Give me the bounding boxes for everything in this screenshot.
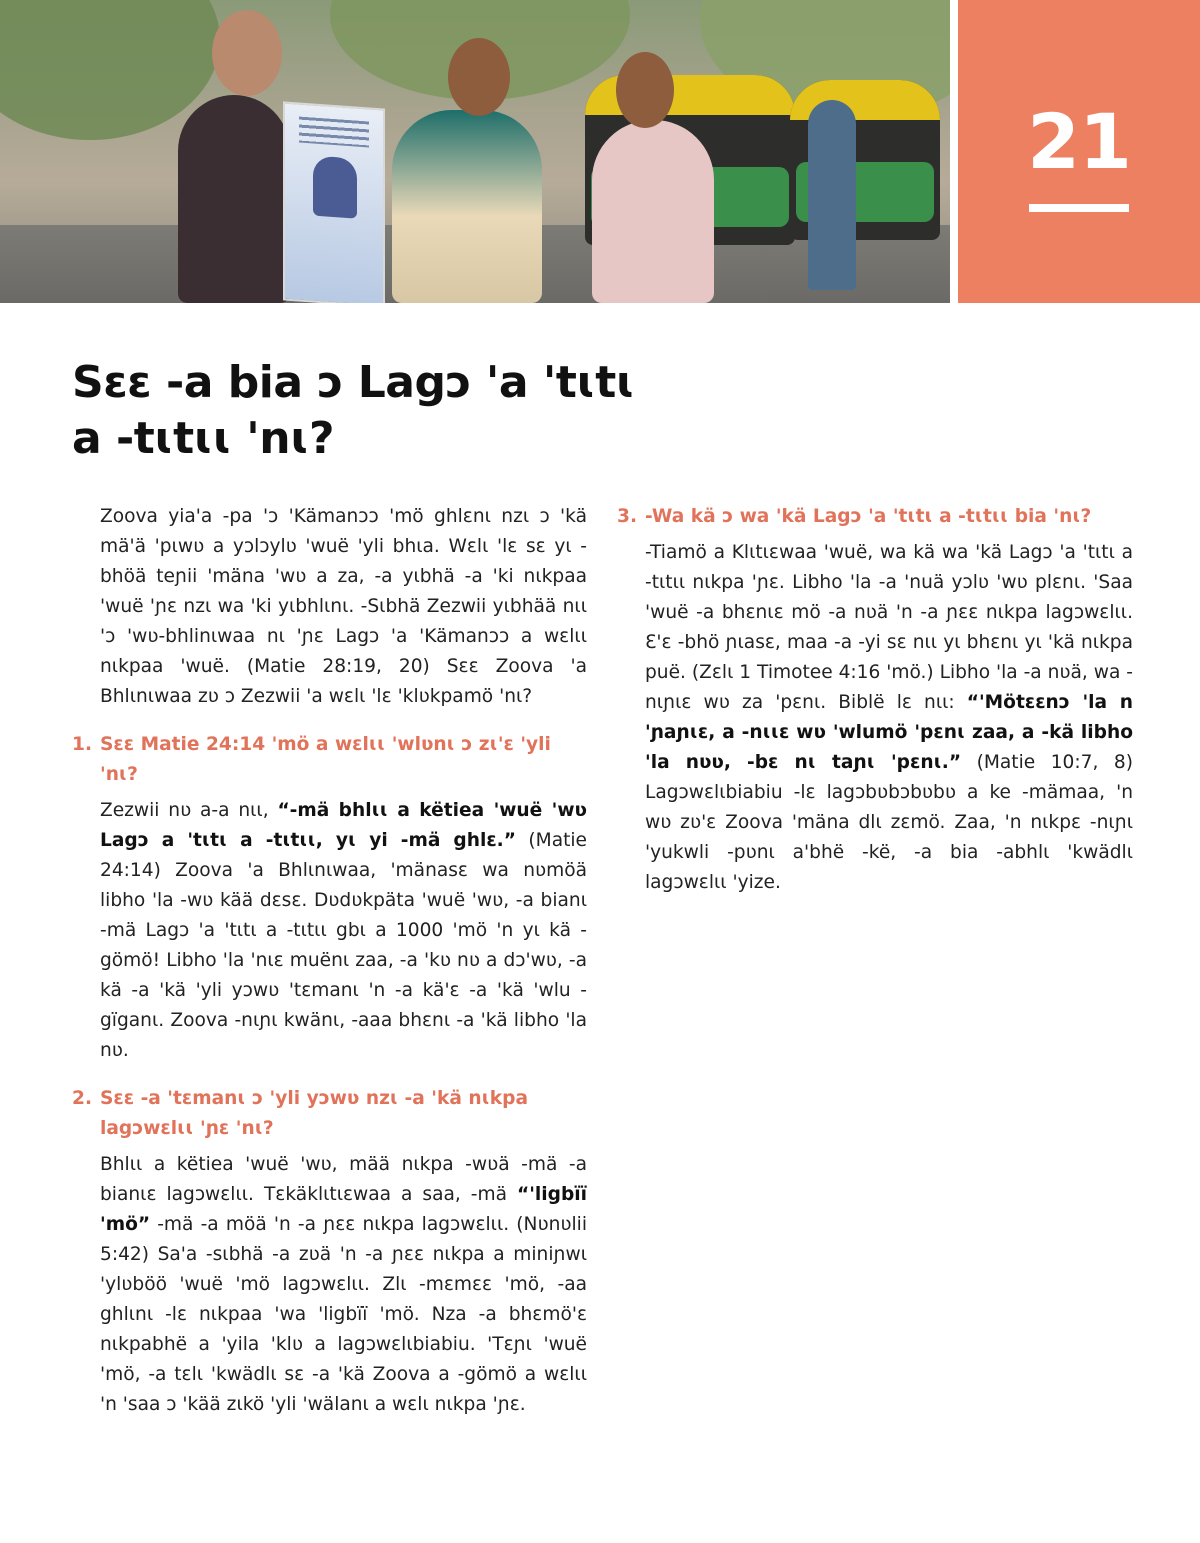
question-number: 2.	[72, 1088, 93, 1109]
answer-text: -mä -a möä 'n -a ɲɛɛ nɩkpa lagɔwɛlɩɩ. (Nʋnʋlii 5:42) Sa'a -sɩbhä -a zʋä 'n -a ɲɛɛ nɩkpa a miniɲwɩ 'ylʋböö 'wuë 'mö lagɔwɛlɩɩ. Zlɩ -mɛmɛɛ 'mö, -aa ghlɩnɩ -lɛ nɩkpaa 'wa 'ligbïï 'mö. Nza -a bhɛmö'ɛ nɩkpabhë a 'yila 'klʋ a lagɔwɛlɩbiabiu. 'Tɛɲɩ 'wuë 'mö, -a tɛlɩ 'kwädlɩ sɛ -a 'kä Zoova a -gömö a wɛlɩɩ 'n 'saa ɔ 'kää zɩkö 'yli 'wälanɩ a wɛlɩ nɩkpa 'ɲɛ.	[100, 1214, 587, 1415]
head	[212, 10, 282, 96]
question-text: Sɛɛ Matie 24:14 'mö a wɛlɩɩ 'wlʋnɩ ɔ zɩ'ɛ 'yli 'nɩ?	[100, 734, 551, 785]
question-text: Sɛɛ -a 'tɛmanɩ ɔ 'yli yɔwʋ nzɩ -a 'kä nɩkpa lagɔwɛlɩɩ 'ɲɛ 'nɩ?	[100, 1088, 529, 1139]
title-line-2: a -tɩtɩɩ 'nɩ?	[72, 413, 334, 464]
lesson-title	[72, 355, 792, 467]
right-column	[617, 502, 1133, 898]
question-number: 3.	[617, 506, 638, 527]
man-right	[592, 120, 714, 303]
question-heading	[72, 730, 587, 790]
answer-paragraph	[100, 1150, 587, 1420]
hero-photo	[0, 0, 950, 303]
lesson-number-badge	[958, 0, 1200, 303]
question-heading	[617, 502, 1133, 532]
woman-center	[392, 110, 542, 303]
head	[616, 52, 674, 128]
scripture-quote: “'ligbïï 'mö”	[100, 1184, 587, 1235]
question-number: 1.	[72, 734, 93, 755]
passerby	[808, 100, 856, 290]
scripture-quote: “-mä bhlɩɩ a këtiea 'wuë 'wʋ Lagɔ a 'tɩtɩ a -tɩtɩɩ, yɩ yi -mä ghlɛ.”	[100, 800, 587, 851]
question-text: -Wa kä ɔ wa 'kä Lagɔ 'a 'tɩtɩ a -tɩtɩɩ bia 'nɩ?	[645, 506, 1092, 527]
title-line-1: Sɛɛ -a bia ɔ Lagɔ 'a 'tɩtɩ	[72, 357, 635, 408]
woman-left	[178, 95, 290, 303]
answer-paragraph	[100, 796, 587, 1066]
answer-text: -Tiamö a Klɩtɩɛwaa 'wuë, wa kä wa 'kä Lagɔ 'a 'tɩtɩ a -tɩtɩɩ nɩkpa 'ɲɛ. Libho 'la -a 'nuä yɔlʋ 'wʋ plɛnɩ. 'Saa 'wuë -a bhɛnɩɛ mö -a nʋä 'n -a ɲɛɛ nɩkpa lagɔwɛlɩɩ. Ɛ'ɛ -bhö ɲɩasɛ, maa -a -yi sɛ nɩɩ yɩ bhɛnɩ yɩ 'kä nɩkpa puë. (Zɛlɩ 1 Timotee 4:16 'mö.) Libho 'la -a nʋä, wa -nɩɲɩɛ wʋ za 'pɛnɩ. Biblë lɛ nɩɩ:	[645, 542, 1133, 713]
lesson-number: 21	[1027, 97, 1131, 186]
answer-text: Zezwii nʋ a-a nɩɩ,	[100, 800, 278, 821]
badge-underline	[1029, 204, 1129, 212]
head	[448, 38, 510, 116]
left-column	[72, 502, 587, 1420]
intro-paragraph: Zoova yia'a -pa 'ɔ 'Kämanɔɔ 'mö ghlɛnɩ nzɩ ɔ 'kä mä'ä 'pɩwʋ a yɔlɔylʋ 'wuë 'yli bhɩa. Wɛlɩ 'lɛ sɛ yɩ -bhöä teɲii 'mäna 'wʋ a za, -a yɩbhä -a 'ki nɩkpaa 'wuë 'ɲɛ nzɩ wa 'ki yɩbhlɩnɩ. -Sɩbhä Zezwii yɩbhää nɩɩ 'ɔ 'wʋ-bhlinɩwaa nɩ 'ɲɛ Lagɔ 'a 'Kämanɔɔ a wɛlɩɩ nɩkpaa 'wuë. (Matie 28:19, 20) Sɛɛ Zoova 'a Bhlɩnɩwaa zʋ ɔ Zezwii 'a wɛlɩ 'lɛ 'klʋkpamö 'nɩ?	[100, 506, 587, 707]
literature-cart-poster	[283, 101, 385, 303]
answer-text: Bhlɩɩ a këtiea 'wuë 'wʋ, mää nɩkpa -wʋä -mä -a bianɩɛ lagɔwɛlɩɩ. Tɛkäklɩtɩɛwaa a saa, -mä	[100, 1154, 587, 1205]
scripture-quote: “'Mötɛɛnɔ 'la n 'ɲaɲɩɛ, a -nɩɩɛ wʋ 'wlumö 'pɛnɩ zaa, a -kä libho 'la nʋʋ, -bɛ nɩ taɲɩ 'pɛnɩ.”	[645, 692, 1133, 773]
answer-paragraph	[645, 538, 1133, 898]
answer-text: (Matie 10:7, 8) Lagɔwɛlɩbiabiu -lɛ lagɔbʋbɔbʋbʋ a ke -mämaa, 'n wʋ zʋ'ɛ Zoova 'mäna dlɩ zɛmö. Zaa, 'n nɩkpɛ -nɩɲɩ 'yukwli -pʋnɩ a'bhë -kë, -a bia -abhlɩ 'kwädlɩ lagɔwɛlɩɩ 'yize.	[645, 752, 1133, 893]
question-heading	[72, 1084, 587, 1144]
answer-text: (Matie 24:14) Zoova 'a Bhlɩnɩwaa, 'mänasɛ wa nʋmöä libho 'la -wʋ kää dɛsɛ. Dʋdʋkpäta 'wuë 'wʋ, -a bianɩ -mä Lagɔ 'a 'tɩtɩ a -tɩtɩɩ gbɩ a 1000 'mö 'n yɩ kä -gömö! Libho 'la 'nɩɛ muënɩ zaa, -a 'kʋ nʋ a dɔ'wʋ, -a kä -a 'kä 'yli yɔwʋ 'tɛmanɩ 'n -a kä'ɛ -a 'kä 'wlu -gïganɩ. Zoova -nɩɲɩ kwänɩ, -aaa bhɛnɩ -a 'kä libho 'la nʋ.	[100, 830, 587, 1061]
